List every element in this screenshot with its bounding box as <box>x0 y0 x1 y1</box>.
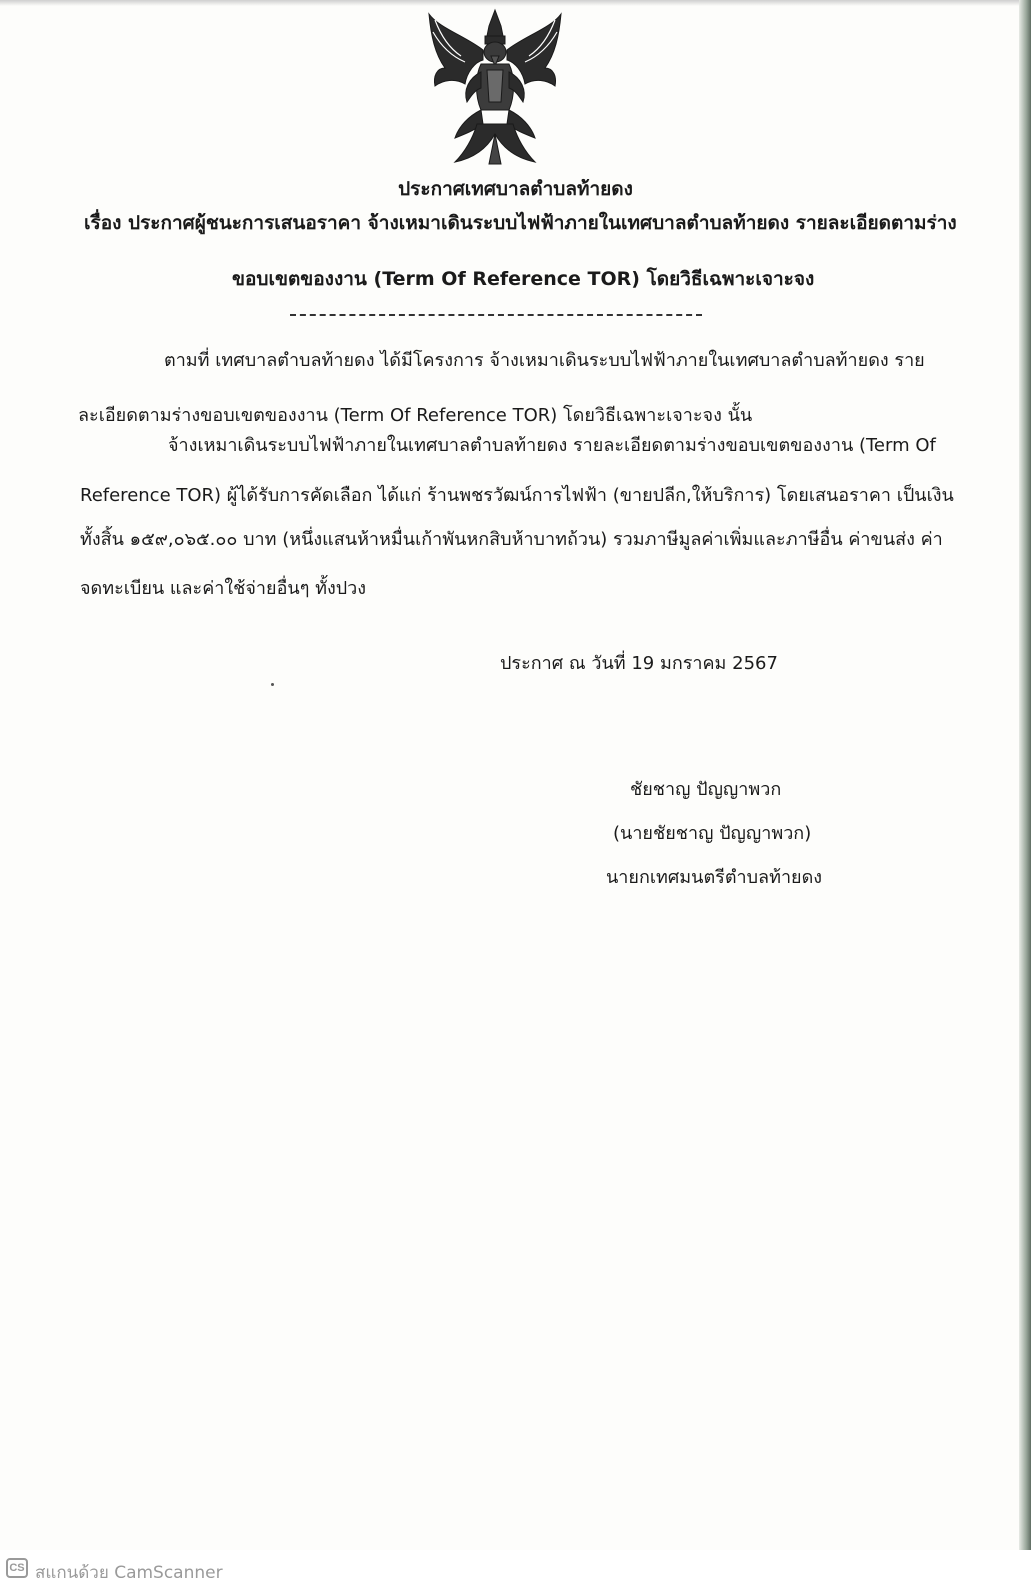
scan-right-edge <box>1019 0 1031 1550</box>
body-text-line: จ้างเหมาเดินระบบไฟฟ้าภายในเทศบาลตำบลท้ายดง รายละเอียดตามร่างขอบเขตของงาน (Term Of <box>168 435 936 456</box>
signatory-position: นายกเทศมนตรีตำบลท้ายดง <box>606 867 823 888</box>
body-text-line: ตามที่ เทศบาลตำบลท้ายดง ได้มีโครงการ จ้างเหมาเดินระบบไฟฟ้าภายในเทศบาลตำบลท้ายดง ราย <box>164 350 925 371</box>
body-text-line: ทั้งสิ้น ๑๕๙,๐๖๕.๐๐ บาท (หนึ่งแสนห้าหมื่นเก้าพันหกสิบห้าบาทถ้วน) รวมภาษีมูลค่าเพิ่มและภาษีอื่น ค่าขนส่ง ค่า <box>80 529 943 550</box>
separator-line <box>290 314 702 316</box>
announcement-date: ประกาศ ณ วันที่ 19 มกราคม 2567 <box>500 653 778 674</box>
document-title: ประกาศเทศบาลตำบลท้ายดง <box>398 178 633 200</box>
body-text-line: จดทะเบียน และค่าใช้จ่ายอื่นๆ ทั้งปวง <box>80 578 367 599</box>
signature-name: ชัยชาญ ปัญญาพวก <box>630 779 782 800</box>
body-text-line: ละเอียดตามร่างขอบเขตของงาน (Term Of Reference TOR) โดยวิธีเฉพาะเจาะจง นั้น <box>78 405 753 426</box>
camscanner-watermark <box>0 1550 1031 1588</box>
garuda-emblem-icon <box>425 6 565 168</box>
subject-line: เรื่อง ประกาศผู้ชนะการเสนอราคา จ้างเหมาเดินระบบไฟฟ้าภายในเทศบาลตำบลท้ายดง รายละเอียดตามร่าง <box>84 212 957 234</box>
camscanner-watermark-text: สแกนด้วย CamScanner <box>35 1563 223 1583</box>
signatory-printed-name: (นายชัยชาญ ปัญญาพวก) <box>613 823 812 844</box>
camscanner-logo-icon: CS <box>6 1558 28 1578</box>
body-text-line: Reference TOR) ผู้ได้รับการคัดเลือก ได้แก่ ร้านพชรวัฒน์การไฟฟ้า (ขายปลีก,ให้บริการ) โดยเสนอราคา เป็นเงิน <box>80 485 954 506</box>
scan-speck <box>271 683 274 686</box>
subject-line: ขอบเขตของงาน (Term Of Reference TOR) โดยวิธีเฉพาะเจาะจง <box>232 268 815 290</box>
